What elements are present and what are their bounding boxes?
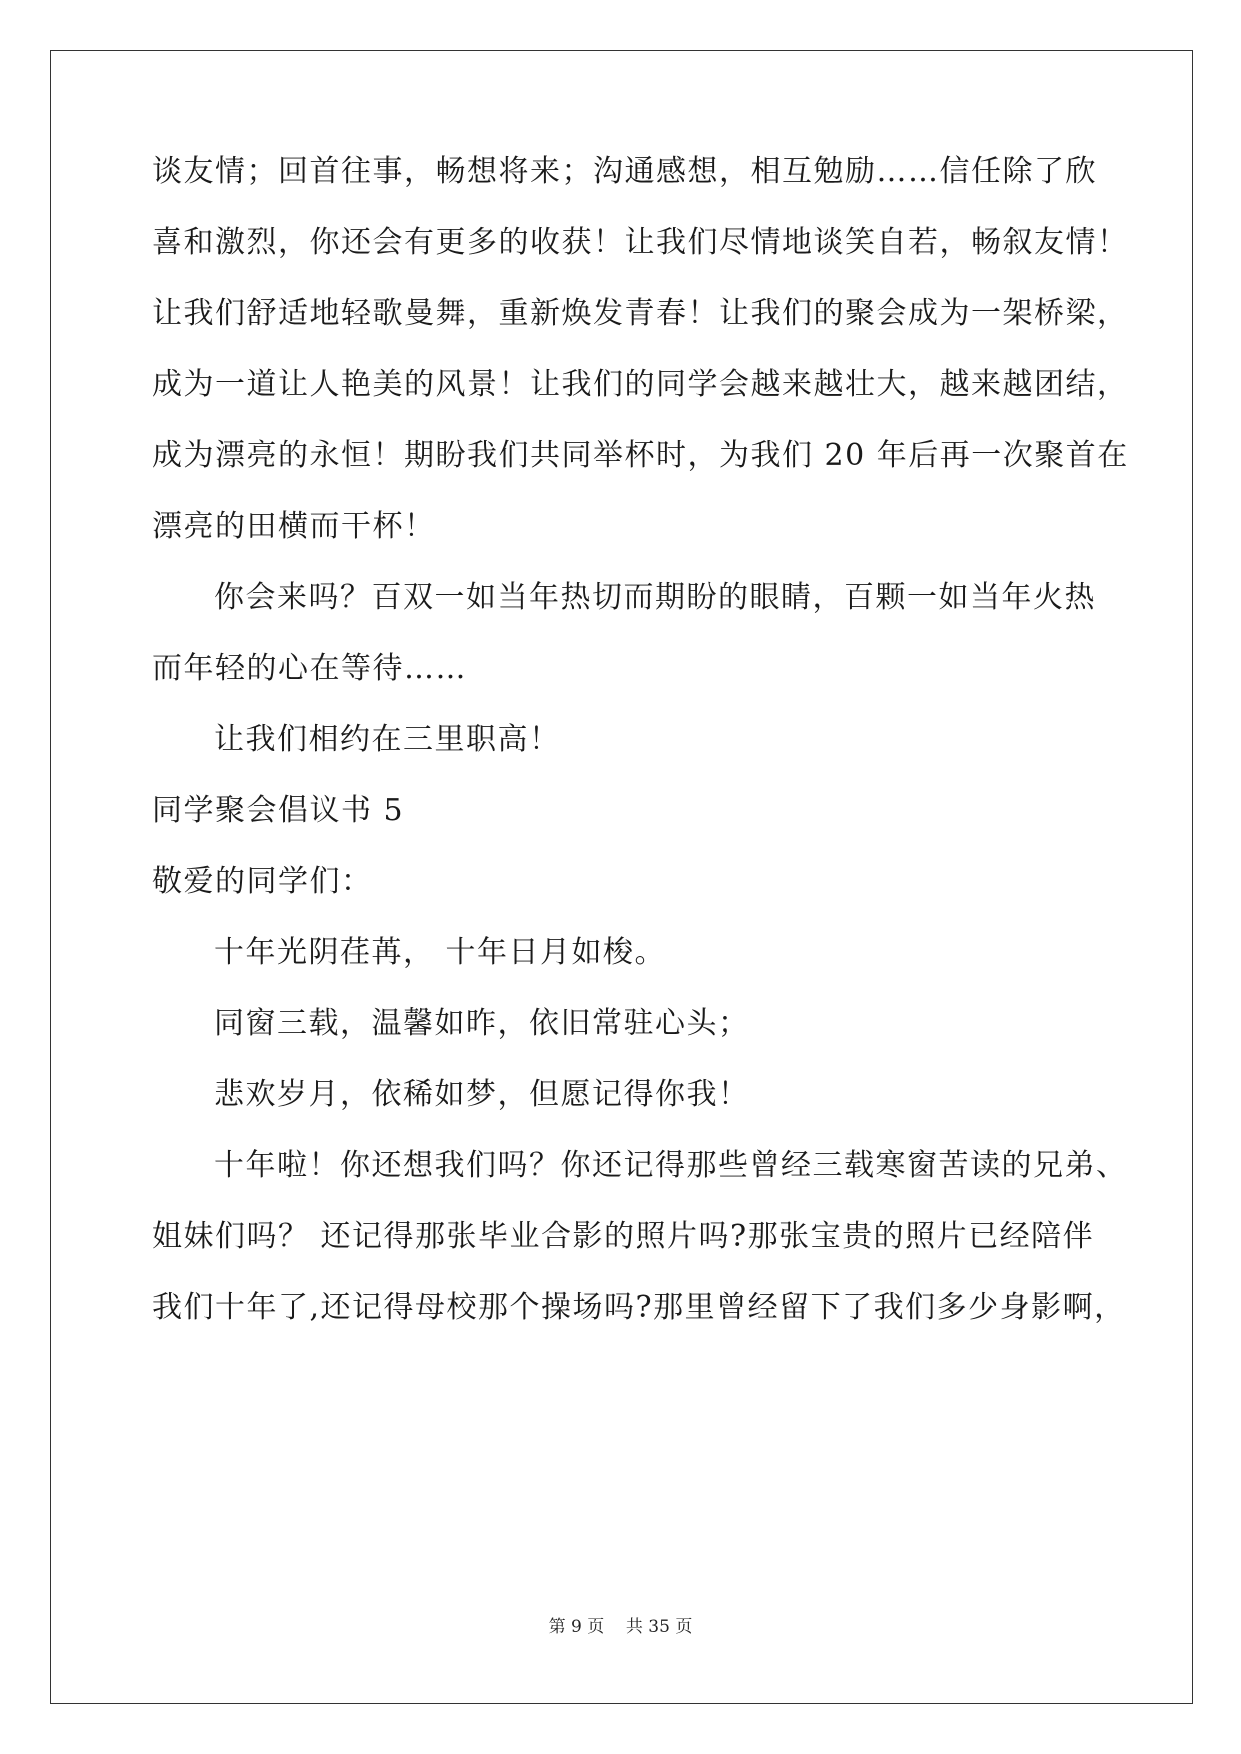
total-pages: 共 35 页 bbox=[625, 1617, 693, 1637]
page-number: 第 9 页 bbox=[548, 1617, 605, 1637]
text-line: 十年光阴荏苒， 十年日月如梭。 bbox=[214, 935, 667, 970]
section-heading: 同学聚会倡议书 5 bbox=[152, 793, 405, 828]
footer-spacer bbox=[604, 1617, 626, 1637]
page-footer bbox=[0, 1616, 1241, 1638]
text-line: 悲欢岁月，依稀如梦，但愿记得你我！ bbox=[214, 1077, 750, 1112]
text-line: 我们十年了,还记得母校那个操场吗?那里曾经留下了我们多少身影啊， bbox=[152, 1290, 1126, 1325]
text-line: 喜和激烈，你还会有更多的收获！让我们尽情地谈笑自若，畅叙友情！ bbox=[152, 225, 1129, 260]
text-line: 成为一道让人艳美的风景！让我们的同学会越来越壮大，越来越团结， bbox=[152, 367, 1129, 402]
text-line: 漂亮的田横而干杯！ bbox=[152, 509, 436, 544]
text-line: 让我们相约在三里职高！ bbox=[214, 722, 561, 757]
text-line: 姐妹们吗？ 还记得那张毕业合影的照片吗?那张宝贵的照片已经陪伴 bbox=[152, 1219, 1095, 1254]
text-line: 十年啦！你还想我们吗？你还记得那些曾经三载寒窗苦读的兄弟、 bbox=[214, 1148, 1128, 1183]
salutation: 敬爱的同学们： bbox=[152, 864, 373, 899]
text-line: 谈友情；回首往事，畅想将来；沟通感想，相互勉励……信任除了欣 bbox=[152, 154, 1097, 189]
text-line: 成为漂亮的永恒！期盼我们共同举杯时，为我们 20 年后再一次聚首在 bbox=[152, 438, 1129, 473]
text-line: 让我们舒适地轻歌曼舞，重新焕发青春！让我们的聚会成为一架桥梁， bbox=[152, 296, 1129, 331]
text-line: 而年轻的心在等待…… bbox=[152, 651, 467, 686]
text-line: 你会来吗？百双一如当年热切而期盼的眼睛，百颗一如当年火热 bbox=[214, 580, 1096, 615]
text-line: 同窗三载，温馨如昨，依旧常驻心头； bbox=[214, 1006, 750, 1041]
